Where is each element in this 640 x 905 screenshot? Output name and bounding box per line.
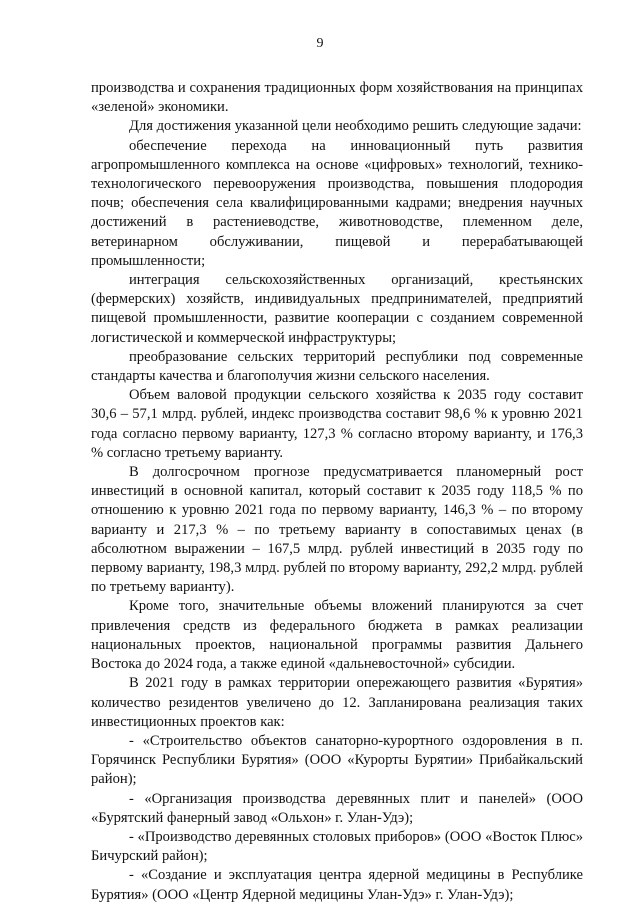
project-list-item: - «Производство деревянных столовых приборов» (ООО «Восток Плюс» Бичурский район); <box>91 828 583 865</box>
task-item: преобразование сельских территорий республики под современные стандарты качества и благополучия жизни сельского населения. <box>91 348 583 385</box>
task-item: интеграция сельскохозяйственных организаций, крестьянских (фермерских) хозяйств, индивидуальных предпринимателей, предприятий пищевой промышленности, развитие кооперации с созданием современной логистической и коммерческой инфраструктуры; <box>91 272 583 346</box>
paragraph: Объем валовой продукции сельского хозяйства к 2035 году составит 30,6 – 57,1 млрд. рублей, индекс производства составит 98,6 % к уровню 2021 года согласно первому варианту, 127,3 % согласно второму варианту, и 176,3 % согласно третьему варианту. <box>91 387 583 461</box>
body-text <box>91 79 583 905</box>
project-list-item: - «Строительство объектов санаторно-курортного оздоровления в п. Горячинск Республики Бурятия» (ООО «Курорты Бурятии» Прибайкальский район); <box>91 732 583 788</box>
paragraph: В 2021 году в рамках территории опережающего развития «Бурятия» количество резидентов увеличено до 12. Запланирована реализация таких инвестиционных проектов как: <box>91 675 583 730</box>
paragraph: Кроме того, значительные объемы вложений планируются за счет привлечения средств из федерального бюджета в рамках реализации национальных проектов, национальной программы развития Дальнего Востока до 2024 года, а также единой «дальневосточной» субсидии. <box>91 598 583 673</box>
task-item: обеспечение перехода на инновационный путь развития агропромышленного комплекса на основе «цифровых» технологий, технико-технологического перевооружения производства, повышения плодородия почв; обеспечения села квалифицированными кадрами; внедрения научных достижений в растениеводстве, животноводстве, племенном деле, ветеринарном обслуживании, пищевой и перерабатывающей промышленности; <box>91 137 583 269</box>
paragraph: В долгосрочном прогнозе предусматривается планомерный рост инвестиций в основной капитал, который составит к 2035 году 118,5 % по отношению к уровню 2021 года по первому варианту, 146,3 % – по второму варианту и 217,3 % – по третьему варианту в сопоставимых ценах (в абсолютном выражении – 167,5 млрд. рублей инвестиций в 2035 году по первому варианту, 198,3 млрд. рублей по второму варианту, 292,2 млрд. рублей по третьему варианту). <box>91 464 583 596</box>
project-list-item: - «Создание и эксплуатация центра ядерной медицины в Республике Бурятия» (ООО «Центр Ядерной медицины Улан-Удэ» г. Улан-Удэ); <box>91 867 583 903</box>
project-list-item: - «Организация производства деревянных плит и панелей» (ООО «Бурятский фанерный завод «Ольхон» г. Улан-Удэ); <box>91 790 583 826</box>
paragraph: производства и сохранения традиционных форм хозяйствования на принципах «зеленой» экономики. <box>91 80 583 116</box>
page-number: 9 <box>316 36 324 51</box>
paragraph: Для достижения указанной цели необходимо решить следующие задачи: <box>129 118 582 135</box>
